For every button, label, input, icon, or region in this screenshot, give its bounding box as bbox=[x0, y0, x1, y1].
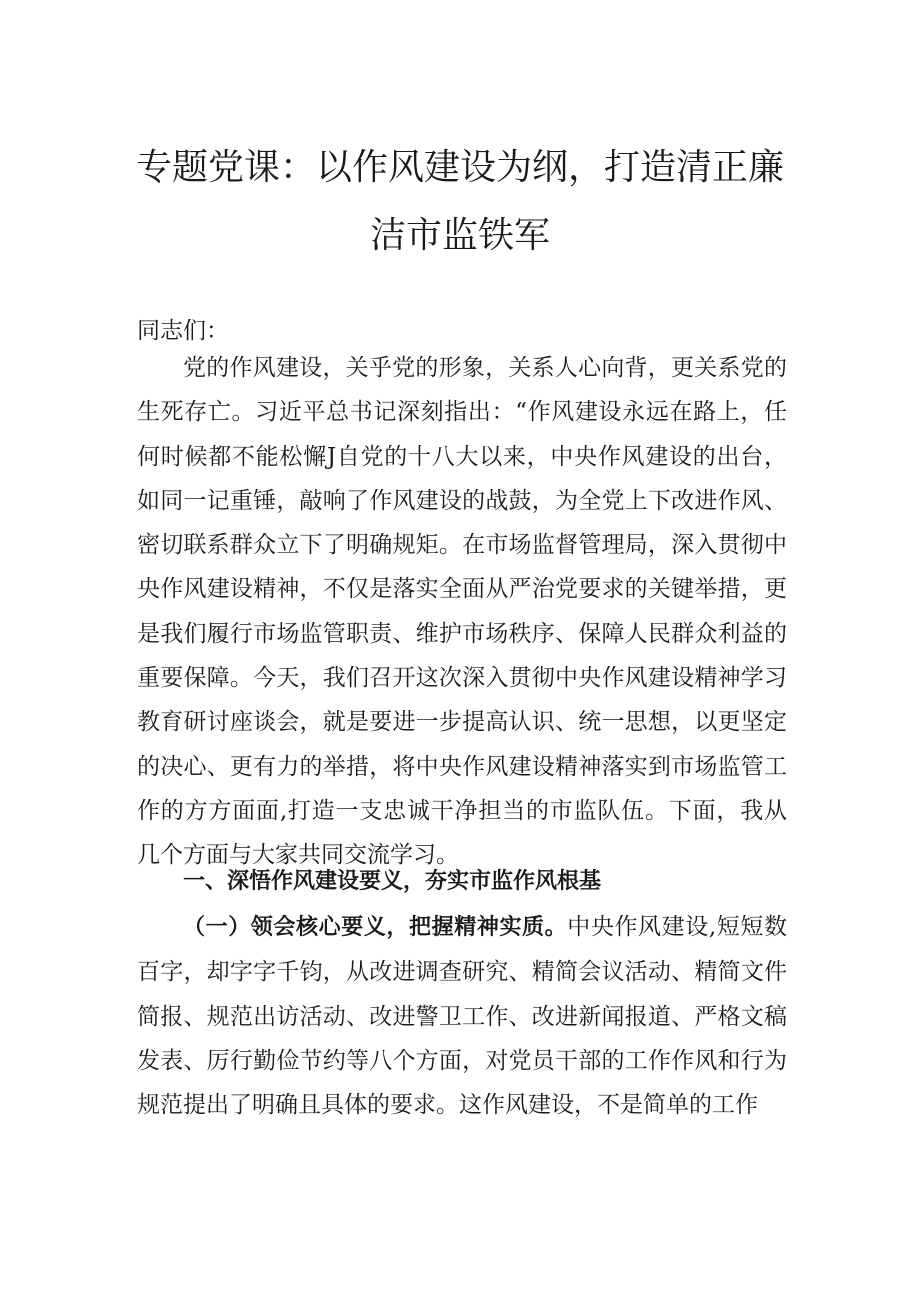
paragraph-section-1-1-text: 中央作风建设,短短数百字，却字字千钧，从改进调查研究、精简会议活动、精简文件简报、规范出访活动、改进警卫工作、改进新闻报道、严格文稿发表、厉行勤俭节约等八个方面，对党员干部的工作作风和行为规范提出了明确且具体的要求。这作风建设，不是简单的工作 bbox=[137, 914, 787, 1119]
paragraph-section-1-1 bbox=[137, 905, 787, 1127]
section-heading-1: 一、深悟作风建设要义，夯实市监作风根基 bbox=[183, 869, 602, 894]
subsection-heading: （一）领会核心要义，把握精神实质。 bbox=[183, 915, 568, 940]
document-title-line1: 专题党课：以作风建设为纲，打造清正廉 bbox=[135, 147, 784, 188]
paragraph-intro: 党的作风建设，关乎党的形象，关系人心向背，更关系党的生死存亡。习近平总书记深刻指出：“作风建设永远在路上，任何时候都不能松懈J自党的十八大以来，中央作风建设的出台，如同一记重锤，敲响了作风建设的战鼓，为全党上下改进作风、密切联系群众立下了明确规矩。在市场监督管理局，深入贯彻中央作风建设精神，不仅是落实全面从严治党要求的关键举措，更是我们履行市场监管职责、维护市场秩序、保障人民群众利益的重要保障。今天，我们召开这次深入贯彻中央作风建设精神学习教育研讨座谈会，就是要进一步提高认识、统一思想，以更坚定的决心、更有力的举措，将中央作风建设精神落实到市场监管工作的方方面面,打造一支忠诚干净担当的市监队伍。下面，我从几个方面与大家共同交流学习。 bbox=[137, 355, 787, 869]
document-title-line2: 洁市监铁军 bbox=[369, 215, 550, 256]
salutation: 同志们： bbox=[137, 318, 229, 344]
